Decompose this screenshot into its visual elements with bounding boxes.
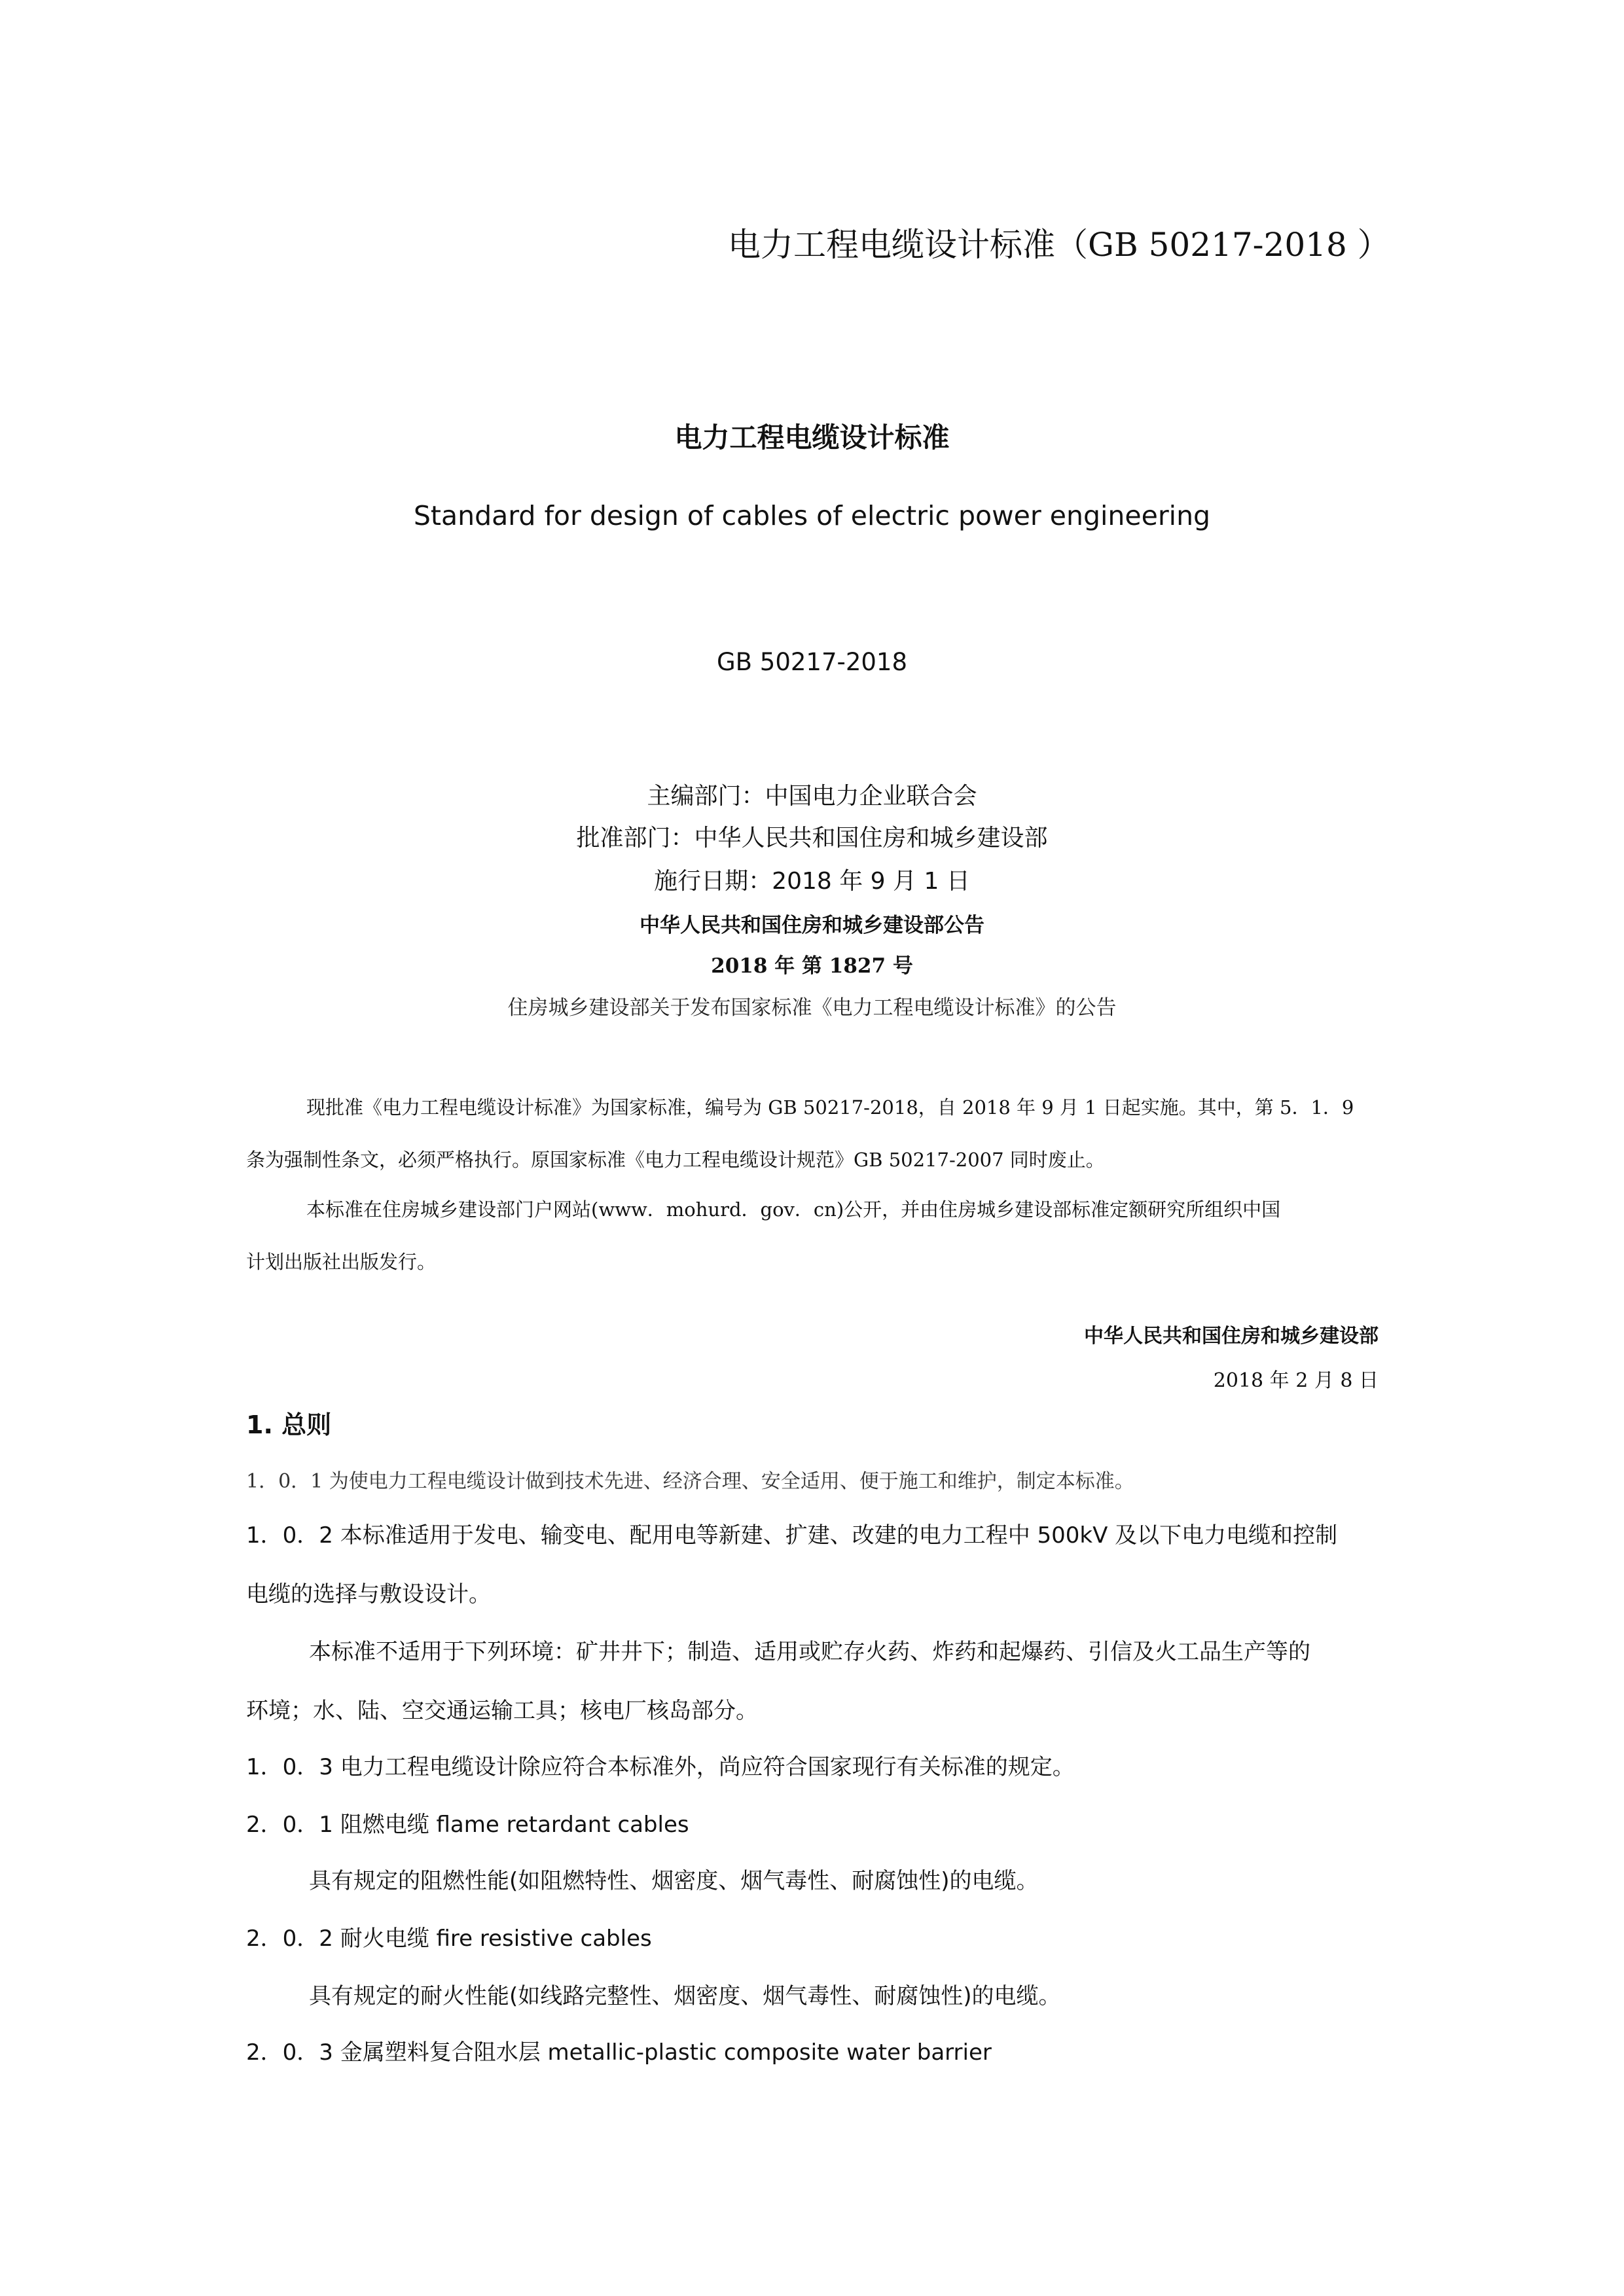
announcement-signature-date: 2018 年 2 月 8 日 [1213, 1369, 1379, 1392]
clause-1-0-2-line-1: 1．0．2 本标准适用于发电、输变电、配用电等新建、扩建、改建的电力工程中 500kV 及以下电力电缆和控制 [246, 1522, 1338, 1549]
announcement-paragraph-1-line-1: 现批准《电力工程电缆设计标准》为国家标准，编号为 GB 50217-2018，自 2018 年 9 月 1 日起实施。其中，第 5．1．9 [306, 1096, 1354, 1119]
cover-approval-dept: 批准部门：中华人民共和国住房和城乡建设部 [576, 825, 1048, 852]
clause-1-0-1: 1．0．1 为使电力工程电缆设计做到技术先进、经济合理、安全适用、便于施工和维护，制定本标准。 [246, 1470, 1134, 1493]
cover-standard-code: GB 50217-2018 [716, 648, 908, 676]
cover-title-cn: 电力工程电缆设计标准 [674, 422, 950, 454]
clause-1-0-3: 1．0．3 电力工程电缆设计除应符合本标准外，尚应符合国家现行有关标准的规定。 [246, 1754, 1075, 1780]
term-2-0-2-definition: 具有规定的耐火性能(如线路完整性、烟密度、烟气毒性、耐腐蚀性)的电缆。 [309, 1983, 1061, 2009]
section-heading-general: 1. 总则 [246, 1410, 332, 1439]
clause-1-0-2-paragraph-2-line-1: 本标准不适用于下列环境：矿井井下；制造、适用或贮存火药、炸药和起爆药、引信及火工品生产等的 [309, 1639, 1310, 1665]
announcement-subject: 住房城乡建设部关于发布国家标准《电力工程电缆设计标准》的公告 [507, 996, 1117, 1020]
announcement-paragraph-2-line-2: 计划出版社出版发行。 [246, 1251, 437, 1273]
announcement-signature-org: 中华人民共和国住房和城乡建设部 [1084, 1325, 1379, 1348]
announcement-number: 2018 年 第 1827 号 [711, 954, 913, 978]
cover-editor-dept: 主编部门：中国电力企业联合会 [647, 783, 977, 810]
announcement-paragraph-1-line-2: 条为强制性条文，必须严格执行。原国家标准《电力工程电缆设计规范》GB 50217-2007 同时废止。 [246, 1149, 1105, 1171]
term-2-0-1-definition: 具有规定的阻燃性能(如阻燃特性、烟密度、烟气毒性、耐腐蚀性)的电缆。 [309, 1868, 1039, 1894]
document-header-title: 电力工程电缆设计标准（GB 50217-2018 ） [728, 226, 1390, 264]
cover-title-en: Standard for design of cables of electric power engineering [413, 500, 1211, 531]
term-2-0-2: 2．0．2 耐火电缆 fire resistive cables [246, 1926, 652, 1952]
term-2-0-3: 2．0．3 金属塑料复合阻水层 metallic-plastic composite water barrier [246, 2039, 992, 2066]
announcement-issuer: 中华人民共和国住房和城乡建设部公告 [640, 914, 984, 937]
clause-1-0-2-paragraph-2-line-2: 环境；水、陆、空交通运输工具；核电厂核岛部分。 [246, 1698, 758, 1724]
term-2-0-1: 2．0．1 阻燃电缆 flame retardant cables [246, 1812, 689, 1838]
cover-effective-date: 施行日期：2018 年 9 月 1 日 [654, 868, 970, 895]
clause-1-0-2-line-2: 电缆的选择与敷设设计。 [246, 1581, 491, 1607]
announcement-paragraph-2-line-1: 本标准在住房城乡建设部门户网站(www．mohurd．gov．cn)公开，并由住房城乡建设部标准定额研究所组织中国 [306, 1198, 1281, 1221]
